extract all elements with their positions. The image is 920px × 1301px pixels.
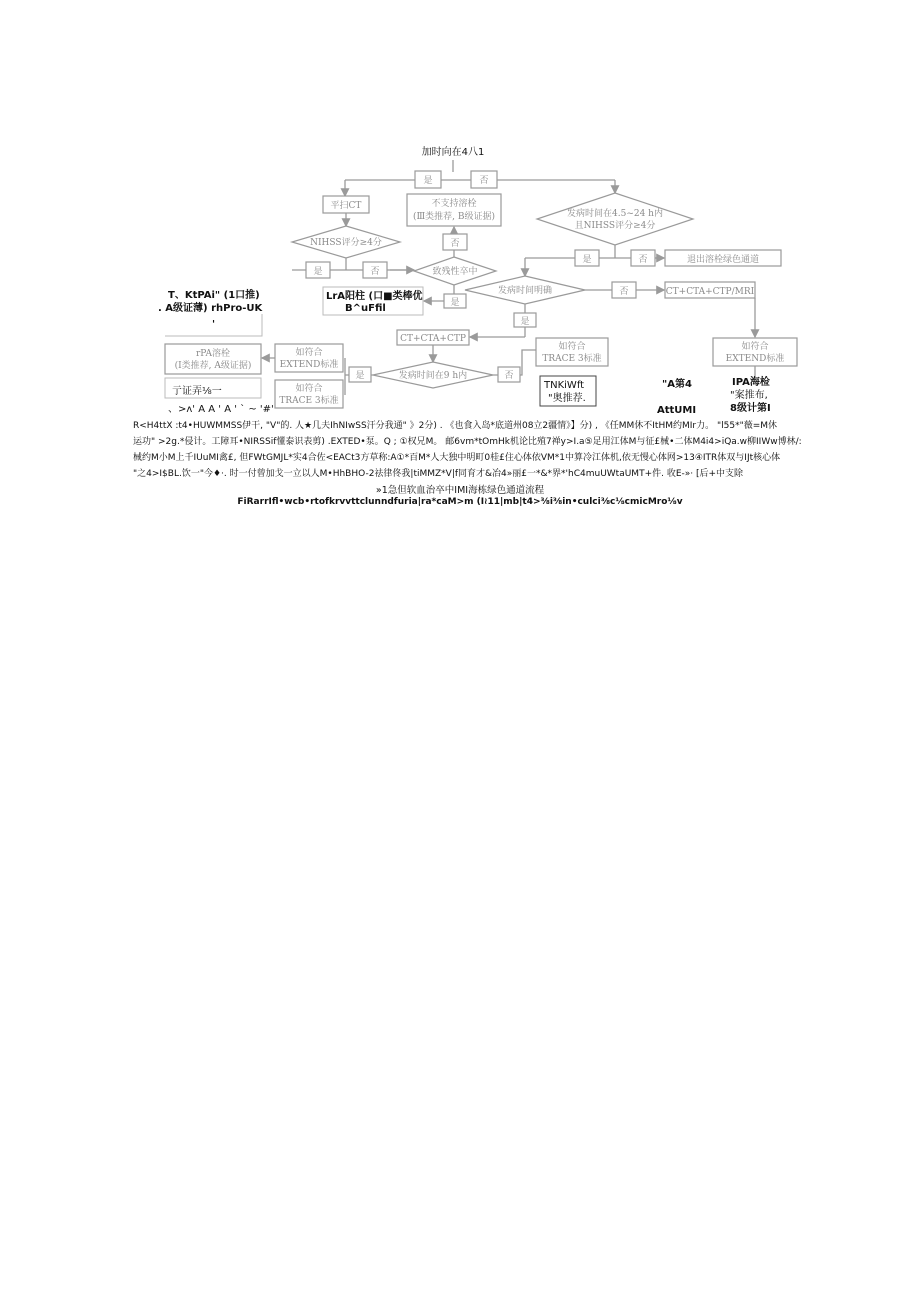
extend-left-line2: EXTEND标准 (279, 360, 339, 370)
cerebral-infarct-label: 致残性卒中 (432, 267, 478, 277)
onset-window-line1: 发病时间在4.5~24 h内 (567, 209, 663, 219)
yes-lower-label: 是 (520, 317, 530, 327)
no-right-label: 否 (638, 255, 648, 265)
no-top-label: 否 (479, 176, 489, 186)
figure-caption-en: FiRarrIfl•wcb•rtofkrvvttclunndfuria|ra*caM>m (I≀11|mb|t4>⅜i⅜in•culci⅜c⅛cmicMro⅛v (237, 497, 683, 507)
trace-right-line2: TRACE 3标准 (542, 354, 602, 364)
onset-clear-label: 发病时间明确 (497, 286, 553, 296)
yes-top-label: 是 (423, 176, 433, 186)
tnk-line2: "奥推荐. (548, 393, 586, 404)
yes-left-label: 是 (313, 267, 323, 277)
a-class-text: "A第4 (662, 379, 692, 390)
trace-left-line1: 如符合 (295, 384, 323, 394)
mid-overlay-line2: B^uFfil (345, 303, 386, 314)
figure-top-title: 加时向在4八1 (421, 147, 485, 158)
ipa-line2: "案推布, (730, 390, 768, 401)
extend-left-line1: 如符合 (295, 348, 323, 358)
onset-window-diamond (537, 193, 693, 245)
no-mid-label: 否 (450, 239, 460, 249)
exit-channel-label: 退出溶栓绿色通道 (686, 255, 760, 265)
body-text-line-1: R<H4ttX :t4•HUWMMSS伊干, "V"的. 人★几夫IhNIwSS汗分我通" 》2分) . 《也食入岛*底道州08立2疆情》】分) , 《任MM休不ItHM约MIr力。 "l55*"薇=M休 (133, 421, 778, 431)
no-onset-label: 否 (619, 287, 629, 297)
tnk-line1: TNKiWft (544, 380, 585, 391)
ct-cta-ctp-label: CT+CTA+CTP (400, 334, 466, 344)
extend-right-line1: 如符合 (741, 342, 769, 352)
rtpa-line2: (Ⅰ类推荐, A级证据) (174, 361, 252, 371)
yes-9h-label: 是 (355, 371, 365, 381)
left-overlay-line2: . A级证薄) rhPro-UK (158, 303, 263, 314)
lower-left-overlay-small: 、>ʌ' A A ' A ' ` ~ '#' (168, 404, 274, 415)
onset-window-line2: 且NIHSS评分≥4分 (574, 221, 656, 231)
ct-cta-ctp-mri-label: CT+CTA+CTP/MRI (665, 287, 755, 297)
onset-9h-label: 发病时间在9 h内 (398, 371, 468, 381)
left-overlay-line3: ' (212, 319, 216, 330)
no-left-label: 否 (370, 267, 380, 277)
ping-ct-label: 平扫CT (330, 201, 362, 211)
trace-right-line1: 如符合 (558, 342, 586, 352)
body-text-line-3: 械约M小M上千IUuMI禽£, 但FWtGMJL*实4合佐<EACt3方草称:A①*百M*人大独中明町0桂£住心体依VM*1中算冷江体机,依无慢心体网>13④ITR体双与IJt核心体 (133, 453, 781, 463)
figure-caption-cn: »1急但软血治卒中IMI海栋绿色通道流程 (375, 485, 545, 496)
left-overlay-line1: T、KtPAi" (1口推) (168, 290, 260, 301)
lower-left-overlay-text: 亍证弄⅛一 (172, 386, 222, 397)
not-support-line1: 不支持溶栓 (431, 199, 477, 209)
rtpa-line1: rPA溶栓 (195, 349, 231, 359)
flowchart (0, 0, 920, 420)
trace-left-line2: TRACE 3标准 (279, 396, 339, 406)
ipa-line1: IPA海检 (732, 377, 770, 388)
not-support-line2: (Ⅲ类推荐, B级证据) (412, 212, 496, 222)
yes-bottom-label: 是 (450, 298, 460, 308)
body-text-line-2: 运功" >2g.*侵计。工障耳•NIRSSif懂泰识表剪) .EXTED•泵。Q ; ①权兄M。 邮6vm*tOmHk机论比殖7禅y>I.a⑤足用江体M与征£械•二体M4i4>iQa.w柳IIWw博林/: (133, 437, 802, 447)
ipa-line3: 8级计第I (730, 403, 771, 414)
nihss-diamond-label: NIHSS评分≥4分 (310, 238, 382, 248)
no-9h-label: 否 (504, 371, 514, 381)
yes-right-label: 是 (582, 255, 592, 265)
mid-overlay-line1: LrA阳柱 (口■类棒优 (326, 291, 423, 302)
att-text: AttUMI (657, 405, 697, 416)
extend-right-line2: EXTEND标准 (725, 354, 785, 364)
body-text-line-4: "之4>I$BL.饮一"今♦·. 时一付曾加戈一立以人M•HhBHO-2祛律佟我|tiMMZ*V|f同育才&冶4»丽£一*&*界*'hC4muUWtaUMT+件. 收E-»· [后+中支除 (133, 469, 744, 479)
